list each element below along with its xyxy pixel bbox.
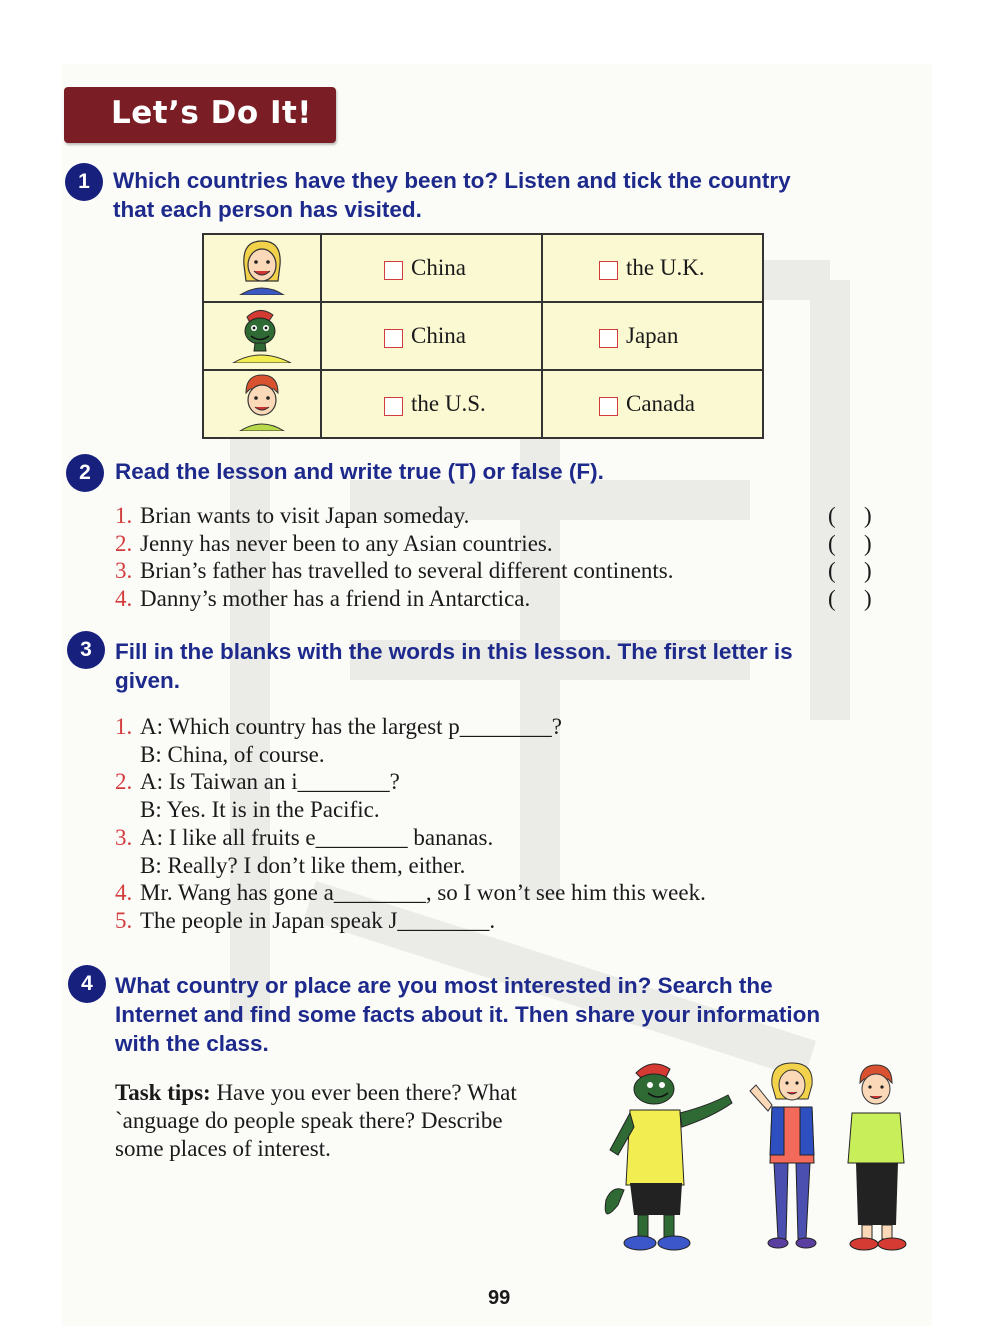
item-number: 4.	[115, 880, 133, 906]
item-text: A: Which country has the largest p________?	[140, 714, 563, 739]
person-cell	[203, 234, 321, 302]
option-label: China	[411, 323, 466, 348]
option-cell	[321, 302, 542, 370]
list-item	[115, 530, 905, 558]
page-number: 99	[488, 1287, 511, 1309]
item-text: A: I like all fruits e________ bananas.	[140, 824, 494, 850]
exercise-1-instruction-line-1: Which countries have they been to? Listen and tick the country	[113, 168, 791, 193]
table-row	[203, 370, 763, 438]
exercise-1-instruction	[113, 166, 913, 224]
countries-visited-table	[202, 233, 764, 439]
task-tips-text: `anguage do people speak there? Describe	[115, 1108, 503, 1133]
boy-face-icon	[232, 371, 292, 431]
exercise-3-instruction-line-1: Fill in the blanks with the words in this lesson. The first letter is	[115, 639, 793, 664]
list-item	[115, 585, 905, 613]
item-text: B: China, of course.	[140, 741, 325, 767]
item-number: 3.	[115, 824, 133, 850]
exercise-4-instruction	[115, 971, 915, 1058]
person-cell	[203, 370, 321, 438]
checkbox[interactable]	[384, 261, 403, 280]
item-text: Brian’s father has travelled to several different continents.	[140, 558, 674, 584]
exercise-3-instruction-line-2: given.	[115, 668, 181, 693]
option-label: the U.K.	[626, 255, 705, 280]
list-item	[115, 713, 905, 741]
girl-character	[750, 1063, 816, 1248]
task-tips-label: Task tips:	[115, 1080, 211, 1105]
checkbox[interactable]	[384, 329, 403, 348]
checkbox[interactable]	[599, 329, 618, 348]
answer-blank[interactable]: ( )	[828, 558, 872, 584]
item-number: 3.	[115, 558, 133, 584]
checkbox[interactable]	[384, 397, 403, 416]
list-item	[115, 852, 905, 880]
task-tips	[115, 1079, 585, 1163]
dinosaur-face-icon	[229, 303, 295, 363]
list-item	[115, 768, 905, 796]
option-cell	[542, 234, 763, 302]
list-item	[115, 879, 905, 907]
option-label: the U.S.	[411, 391, 486, 416]
list-item	[115, 796, 905, 824]
option-cell	[542, 302, 763, 370]
checkbox[interactable]	[599, 397, 618, 416]
characters-illustration	[600, 1055, 930, 1255]
boy-character	[848, 1065, 906, 1250]
exercise-4-number: 4	[68, 965, 106, 1003]
lets-do-it-banner	[64, 87, 336, 143]
fill-in-blanks-list	[115, 713, 905, 935]
task-tips-text: some places of interest.	[115, 1136, 331, 1161]
item-number: 1.	[115, 714, 133, 739]
exercise-4-instruction-line-2: Internet and find some facts about it. Then share your information	[115, 1002, 821, 1027]
item-text: Brian wants to visit Japan someday.	[140, 503, 470, 528]
exercise-1-instruction-line-2: that each person has visited.	[113, 197, 422, 222]
item-number: 2.	[115, 530, 133, 556]
item-number: 1.	[115, 503, 133, 528]
item-number: 5.	[115, 907, 133, 933]
item-text: The people in Japan speak J________.	[140, 907, 496, 933]
option-cell	[321, 234, 542, 302]
girl-face-icon	[232, 235, 292, 295]
banner-title: Let’s Do It!	[111, 95, 312, 131]
option-label: Canada	[626, 391, 695, 416]
list-item	[115, 557, 905, 585]
task-tips-text: Have you ever been there? What	[210, 1080, 517, 1105]
answer-blank[interactable]: ( )	[828, 530, 872, 556]
list-item	[115, 907, 905, 935]
list-item	[115, 824, 905, 852]
exercise-4-instruction-line-1: What country or place are you most interested in? Search the	[115, 973, 773, 998]
table-row	[203, 302, 763, 370]
exercise-4-instruction-line-3: with the class.	[115, 1031, 269, 1056]
table-row	[203, 234, 763, 302]
item-text: A: Is Taiwan an i________?	[140, 769, 400, 795]
answer-blank[interactable]: ( )	[828, 586, 872, 612]
exercise-2-instruction: Read the lesson and write true (T) or false (F).	[115, 459, 604, 484]
answer-blank[interactable]: ( )	[828, 503, 872, 528]
dinosaur-character	[605, 1064, 732, 1250]
list-item	[115, 502, 905, 530]
exercise-3-instruction	[115, 637, 915, 695]
option-cell	[542, 370, 763, 438]
item-text: B: Yes. It is in the Pacific.	[140, 797, 380, 823]
list-item	[115, 741, 905, 769]
exercise-2-number: 2	[66, 454, 104, 492]
item-text: Danny’s mother has a friend in Antarctica.	[140, 586, 531, 612]
item-text: B: Really? I don’t like them, either.	[140, 852, 466, 878]
item-text: Jenny has never been to any Asian countries.	[140, 530, 553, 556]
person-cell	[203, 302, 321, 370]
item-text: Mr. Wang has gone a________, so I won’t see him this week.	[140, 880, 706, 906]
checkbox[interactable]	[599, 261, 618, 280]
exercise-1-number: 1	[65, 163, 103, 201]
item-number: 4.	[115, 586, 133, 612]
item-number: 2.	[115, 769, 133, 795]
true-false-list	[115, 502, 905, 613]
exercise-3-number: 3	[67, 631, 105, 669]
option-label: China	[411, 255, 466, 280]
option-label: Japan	[626, 323, 679, 348]
option-cell	[321, 370, 542, 438]
